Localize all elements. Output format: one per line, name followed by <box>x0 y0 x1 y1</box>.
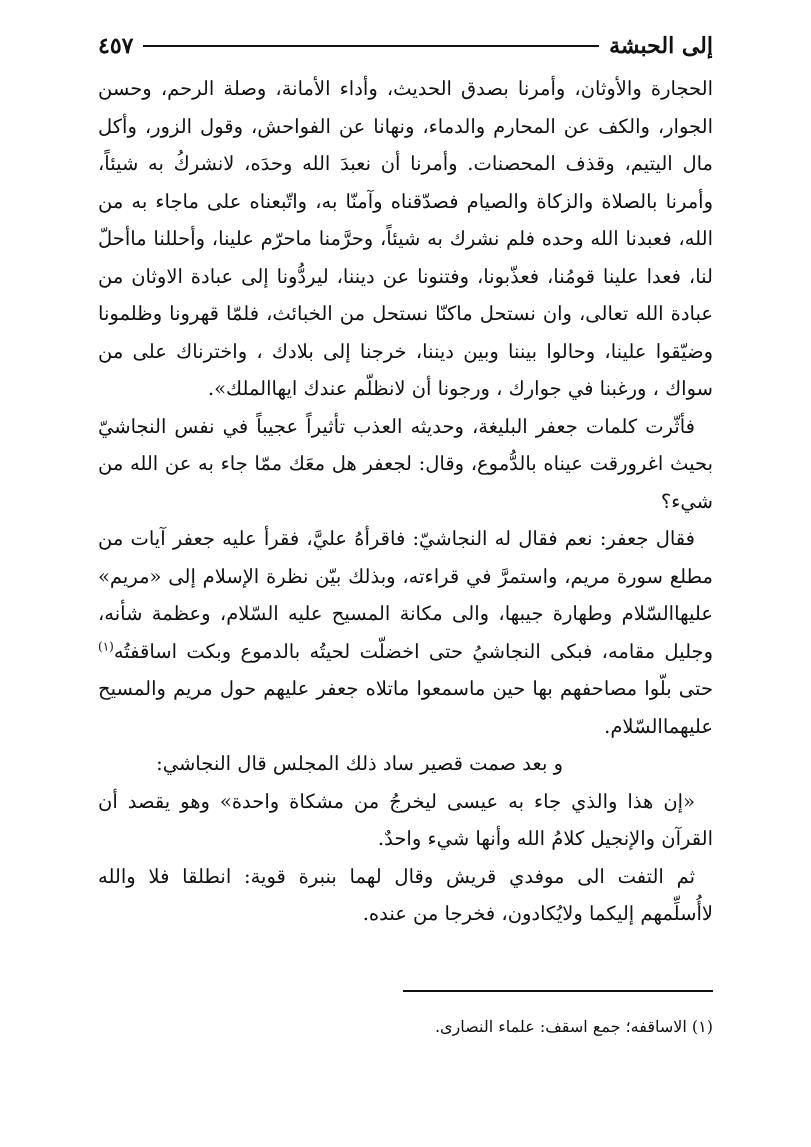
paragraph-1: الحجارة والأوثان، وأمرنا بصدق الحديث، وأداء الأمانة، وصلة الرحم، وحسن الجوار، والكف عن المحارم والدماء، ونهانا عن الفواحش، وقول الزور، وأكل مال اليتيم، وقذف المحصنات. وأمرنا أن نعبدَ الله وحدَه، لانشركُ به شيئاً، وأمرنا بالصلاة والزكاة والصيام فصدّقناه وآمنّا به، واتّبعناه على ماجاء به من الله، فعبدنا الله وحده فلم نشرك به شيئاً، وحرَّمنا ماحرّم علينا، وأحللنا ماأحلّ لنا، فعدا علينا قومُنا، فعذّبونا، وفتنونا عن ديننا، ليردُّونا إلى عبادة الاوثان من عبادة الله تعالى، وان نستحل ماكنّا نستحل من الخبائث، فلمّا قهرونا وظلمونا وضيّقوا علينا، وحالوا بيننا وبين ديننا، خرجنا إلى بلادك ، واخترناك على من سواك ، ورغبنا في جوارك ، ورجونا أن لانظلّم عندك ايهاالملك». <box>98 77 713 400</box>
paragraph-6: ثم التفت الى موفدي قريش وقال لهما بنبرة قوية: انطلقا فلا والله لاأُسلِّمهم إليكما ولايُكادون، فخرجا من عنده. <box>98 864 713 925</box>
chapter-title: إلى الحبشة <box>609 33 713 59</box>
footnote: (١) الاساقفه؛ جمع اسقف: علماء النصارى. <box>434 1017 713 1036</box>
page-header <box>98 26 713 66</box>
paragraph-3-text: فقال جعفر: نعم فقال له النجاشيّ: فاقرأهُ عليَّ، فقرأ عليه جعفر آيات من مطلع سورة مريم، واستمرَّ في قراءته، وبذلك بيّن نظرة الإسلام إلى «مريم» عليهاالسّلام وطهارة جيبها، والى مكانة المسيح عليه السّلام، وعظمة شأنه، وجليل مقامه، فبكى النجاشيُ حتى اخضلّت لحيتُه بالدموع وبكت اساقفتُه <box>98 527 713 663</box>
footnote-separator <box>403 990 713 992</box>
main-text <box>98 70 713 933</box>
paragraph-4: و بعد صمت قصير ساد ذلك المجلس قال النجاشي: <box>156 752 563 775</box>
paragraph-5: «إن هذا والذي جاء به عيسى ليخرجُ من مشكاة واحدة» وهو يقصد أن القرآن والإنجيل كلامُ الله وأنها شيء واحدٌ. <box>98 789 713 850</box>
page-number: ٤٥٧ <box>98 33 134 59</box>
paragraph-3 <box>98 520 713 745</box>
footnote-reference[interactable]: (١) <box>98 639 114 653</box>
paragraph-2: فأثّرت كلمات جعفر البليغة، وحديثه العذب تأثيراً عجيباً في نفس النجاشيّ بحيث اغرورقت عيناه بالدُّموع، وقال: لجعفر هل معَك ممّا جاء به عن الله من شيء؟ <box>98 414 713 513</box>
header-rule <box>143 45 599 47</box>
paragraph-3-continuation: حتى بلّوا مصاحفهم بها حين ماسمعوا ماتلاه جعفر عليهم حول مريم والمسيح عليهماالسّلام. <box>98 677 713 738</box>
